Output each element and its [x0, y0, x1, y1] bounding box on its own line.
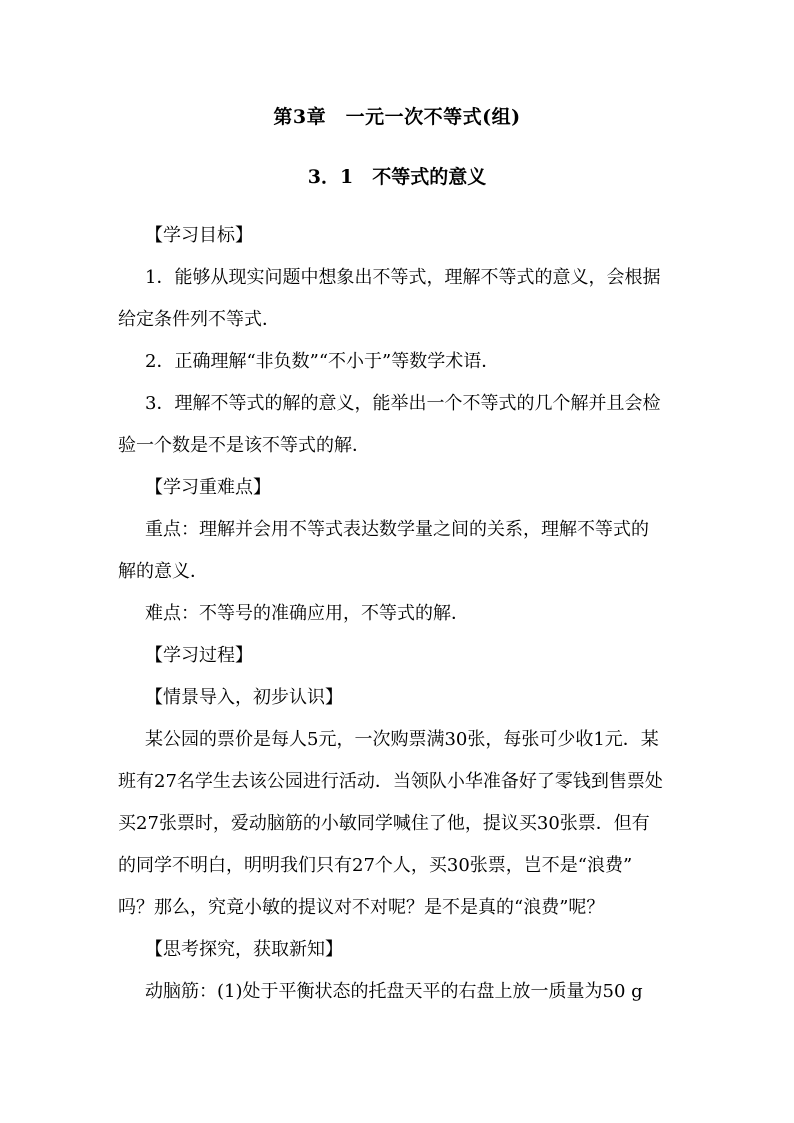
paragraph-line: 买27张票时，爱动脑筋的小敏同学喊住了他，提议买30张票．但有 [118, 813, 650, 834]
paragraph-line: 2．正确理解“非负数”“不小于”等数学术语． [145, 351, 500, 372]
paragraph-line: 给定条件列不等式． [118, 309, 280, 330]
heading-scenario: 【情景导入，初步认识】 [145, 687, 343, 708]
paragraph-line: 动脑筋：(1)处于平衡状态的托盘天平的右盘上放一质量为50 g [145, 981, 643, 1002]
paragraph-line: 班有27名学生去该公园进行活动．当领队小华准备好了零钱到售票处 [118, 771, 663, 792]
paragraph-line: 吗？那么，究竟小敏的提议对不对呢？是不是真的“浪费”呢？ [118, 897, 605, 918]
paragraph-line: 重点：理解并会用不等式表达数学量之间的关系，理解不等式的 [145, 519, 649, 540]
heading-learning-process: 【学习过程】 [145, 645, 253, 666]
heading-learning-goals: 【学习目标】 [145, 225, 253, 246]
heading-key-points: 【学习重难点】 [145, 477, 271, 498]
paragraph-line: 解的意义． [118, 561, 208, 582]
heading-explore: 【思考探究，获取新知】 [145, 939, 343, 960]
paragraph-line: 某公园的票价是每人5元，一次购票满30张，每张可少收1元．某 [145, 729, 659, 750]
section-title: 3．1 不等式的意义 [307, 166, 487, 188]
paragraph-line: 3．理解不等式的解的意义，能举出一个不等式的几个解并且会检 [145, 393, 661, 414]
paragraph-line: 难点：不等号的准确应用，不等式的解． [145, 603, 469, 624]
paragraph-line: 的同学不明白，明明我们只有27个人，买30张票，岂不是“浪费” [118, 855, 633, 876]
paragraph-line: 1．能够从现实问题中想象出不等式，理解不等式的意义，会根据 [145, 267, 661, 288]
paragraph-line: 验一个数是不是该不等式的解． [118, 435, 370, 456]
chapter-title: 第3章 一元一次不等式(组) [273, 106, 521, 128]
